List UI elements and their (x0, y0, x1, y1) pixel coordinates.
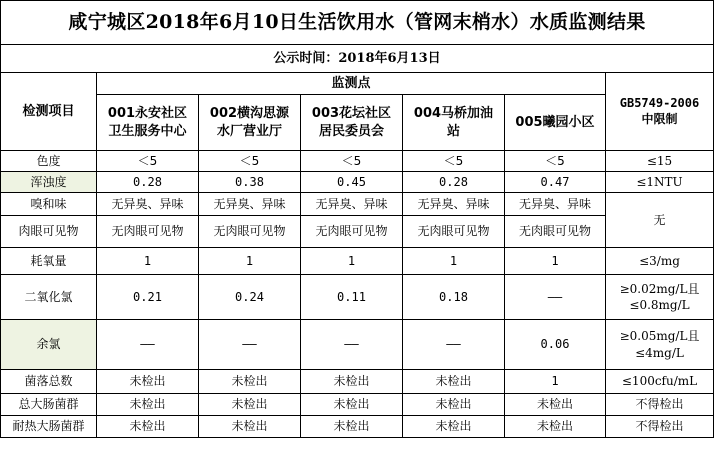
result-cell: 0.21 (97, 275, 199, 320)
result-cell: 无异臭、异味 (199, 193, 301, 216)
site-name-line: 卫生服务中心 (108, 123, 187, 139)
result-cell: 1 (97, 248, 199, 275)
limit-cell (606, 275, 714, 320)
result-cell: 0.06 (505, 320, 606, 370)
result-cell: ＜5 (403, 151, 505, 172)
result-cell: —— (403, 320, 505, 370)
result-cell: 无异臭、异味 (301, 193, 403, 216)
site-header-003 (301, 95, 403, 151)
site-header-004 (403, 95, 505, 151)
row-item-label: 肉眼可见物 (1, 216, 97, 248)
result-cell: 未检出 (403, 416, 505, 438)
limit-cell: ≤100cfu/mL (606, 370, 714, 394)
sites-group-header: 监测点 (97, 73, 606, 95)
date-row (1, 45, 714, 73)
result-cell: 0.47 (505, 172, 606, 193)
result-cell: ＜5 (301, 151, 403, 172)
result-cell: ＜5 (97, 151, 199, 172)
site-name-line: 站 (446, 123, 460, 139)
site-header-002 (199, 95, 301, 151)
result-cell: 未检出 (301, 394, 403, 416)
result-cell: 1 (199, 248, 301, 275)
report-title: 咸宁城区2018年6月10日生活饮用水（管网末梢水）水质监测结果 (1, 1, 714, 45)
limit-cell: ≤1NTU (606, 172, 714, 193)
limit-line: ≥0.05mg/L且 (619, 329, 700, 344)
result-cell: —— (199, 320, 301, 370)
site-header-005 (505, 95, 606, 151)
row-item-label: 色度 (1, 151, 97, 172)
site-name-line: 004马桥加油 (413, 105, 494, 121)
result-cell: —— (505, 275, 606, 320)
limit-cell: ≤3/mg (606, 248, 714, 275)
result-cell: 无肉眼可见物 (505, 216, 606, 248)
title-row (1, 1, 714, 45)
result-cell: 未检出 (403, 394, 505, 416)
limit-cell: 不得检出 (606, 416, 714, 438)
result-cell: 未检出 (199, 394, 301, 416)
result-cell: 1 (403, 248, 505, 275)
result-cell: 0.28 (403, 172, 505, 193)
result-cell: 1 (505, 248, 606, 275)
row-item-label: 总大肠菌群 (1, 394, 97, 416)
limit-cell: ≤15 (606, 151, 714, 172)
row-item-label: 耐热大肠菌群 (1, 416, 97, 438)
site-name-line: 002横沟思源 (209, 105, 290, 121)
table-row (1, 172, 714, 193)
result-cell: 0.28 (97, 172, 199, 193)
result-cell: 无肉眼可见物 (199, 216, 301, 248)
table-row (1, 193, 714, 216)
site-name-line: 003花坛社区 (311, 105, 392, 121)
result-cell: 未检出 (199, 416, 301, 438)
result-cell: —— (97, 320, 199, 370)
publish-date: 公示时间：2018年6月13日 (1, 45, 714, 73)
result-cell: 无异臭、异味 (403, 193, 505, 216)
standard-column-header (606, 73, 714, 151)
result-cell: 未检出 (301, 370, 403, 394)
table-row (1, 151, 714, 172)
result-cell: 1 (505, 370, 606, 394)
limit-cell (606, 320, 714, 370)
result-cell: 未检出 (301, 416, 403, 438)
result-cell: 无肉眼可见物 (403, 216, 505, 248)
row-item-label: 余氯 (1, 320, 97, 370)
result-cell: 无肉眼可见物 (301, 216, 403, 248)
result-cell: 0.45 (301, 172, 403, 193)
result-cell: 1 (301, 248, 403, 275)
standard-code: GB5749-2006 (619, 95, 700, 110)
table-row (1, 275, 714, 320)
table-row (1, 394, 714, 416)
site-name-line: 005曦园小区 (515, 114, 595, 130)
result-cell: 未检出 (505, 416, 606, 438)
row-item-label: 二氧化氯 (1, 275, 97, 320)
row-item-label: 浑浊度 (1, 172, 97, 193)
site-name-line: 水厂营业厅 (216, 123, 282, 139)
table-row (1, 370, 714, 394)
table-row (1, 416, 714, 438)
site-name-line: 居民委员会 (318, 123, 384, 139)
header-row-1 (1, 73, 714, 95)
row-item-label: 耗氧量 (1, 248, 97, 275)
row-item-label: 嗅和味 (1, 193, 97, 216)
limit-line: ≤0.8mg/L (629, 298, 690, 312)
site-header-001 (97, 95, 199, 151)
result-cell: 0.24 (199, 275, 301, 320)
limit-cell: 无 (606, 193, 714, 248)
row-item-label: 菌落总数 (1, 370, 97, 394)
item-column-header: 检测项目 (1, 73, 97, 151)
limit-line: ≥0.02mg/L且 (619, 281, 700, 296)
result-cell: 未检出 (403, 370, 505, 394)
limit-line: ≤4mg/L (635, 345, 684, 360)
table-row (1, 248, 714, 275)
result-cell: 0.38 (199, 172, 301, 193)
result-cell: 无肉眼可见物 (97, 216, 199, 248)
standard-label: 中限制 (641, 111, 678, 126)
result-cell: 未检出 (199, 370, 301, 394)
limit-cell: 不得检出 (606, 394, 714, 416)
result-cell: ＜5 (505, 151, 606, 172)
result-cell: 未检出 (97, 370, 199, 394)
result-cell: 0.18 (403, 275, 505, 320)
result-cell: 未检出 (505, 394, 606, 416)
result-cell: 未检出 (97, 394, 199, 416)
result-cell: ＜5 (199, 151, 301, 172)
table-row (1, 320, 714, 370)
result-cell: 0.11 (301, 275, 403, 320)
result-cell: 未检出 (97, 416, 199, 438)
result-cell: 无异臭、异味 (505, 193, 606, 216)
result-cell: 无异臭、异味 (97, 193, 199, 216)
site-name-line: 001永安社区 (107, 105, 188, 121)
result-cell: —— (301, 320, 403, 370)
